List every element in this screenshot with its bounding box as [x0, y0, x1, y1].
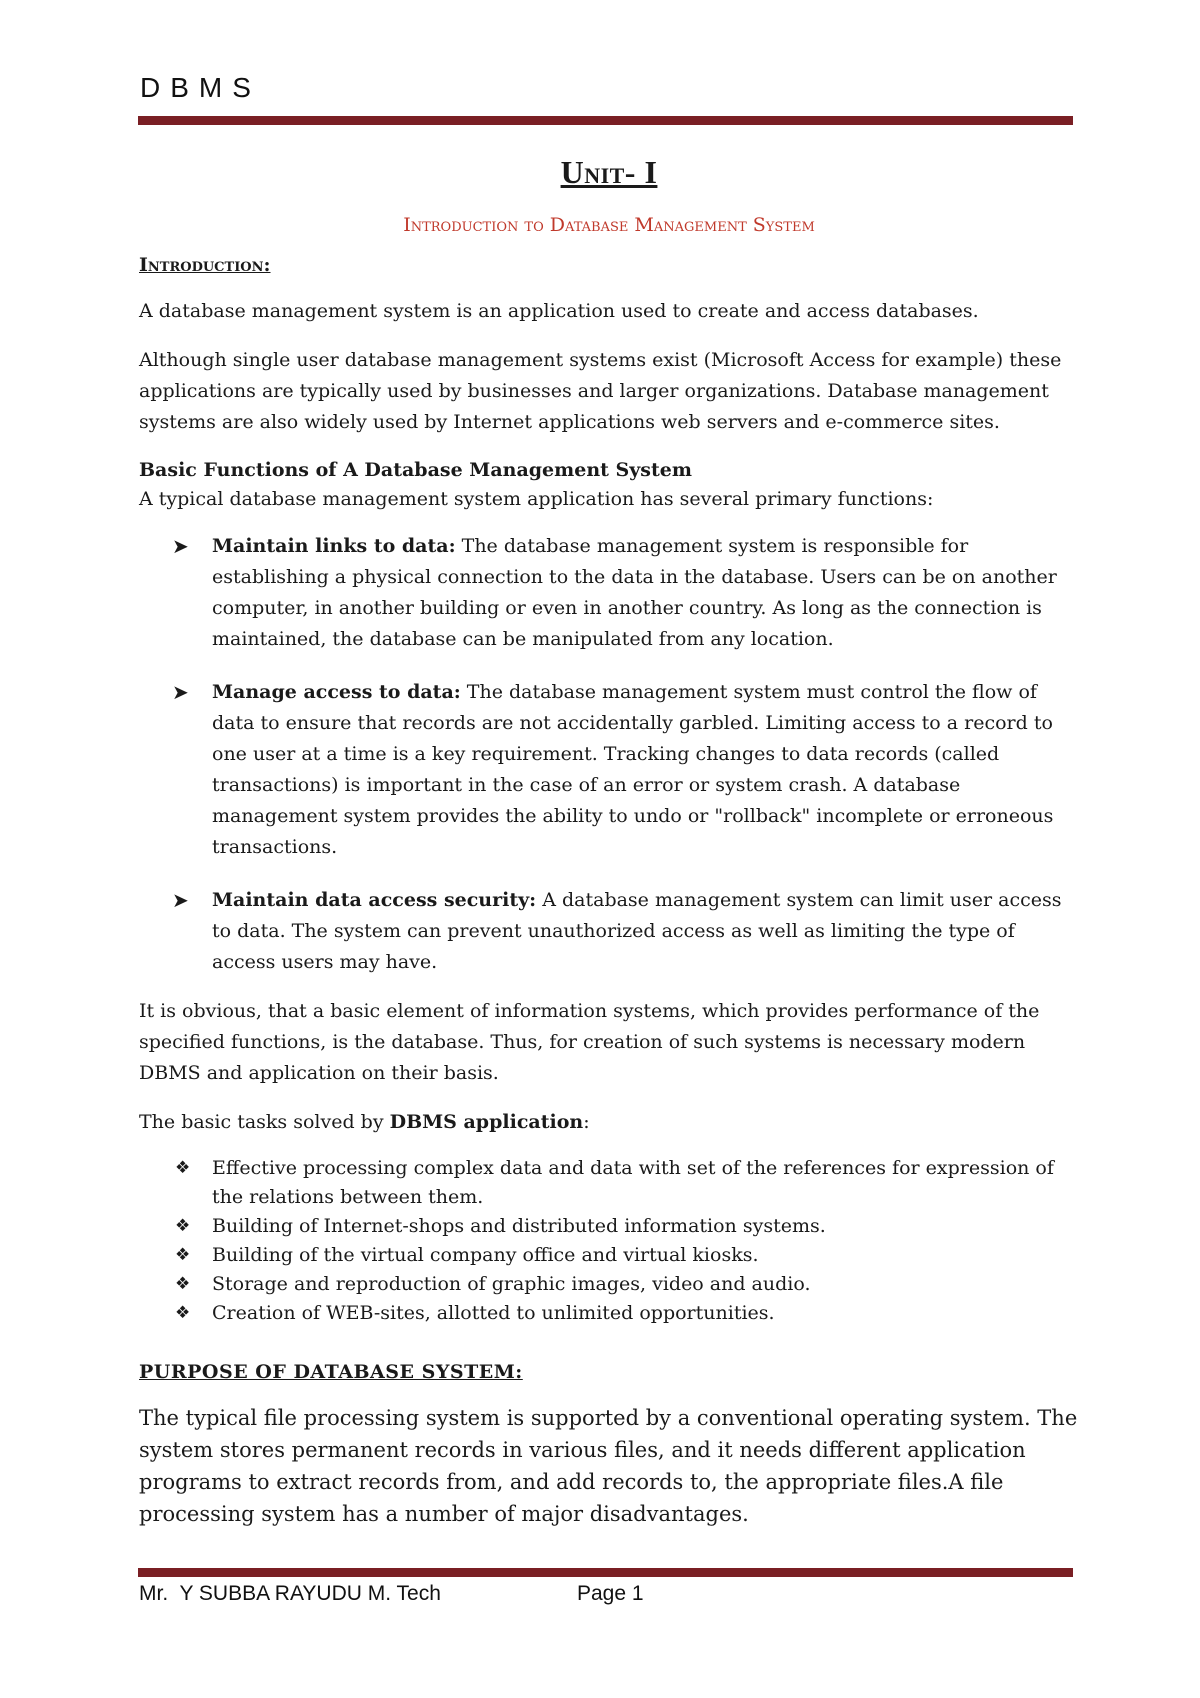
tasks-lead — [139, 1107, 1079, 1138]
list-item — [139, 1241, 1079, 1270]
item-text: Building of the virtual company office and virtual kiosks. — [212, 1244, 759, 1266]
page-number: Page 1 — [577, 1582, 644, 1605]
functions-list — [139, 531, 1079, 978]
item-text: The database management system must control the flow of data to ensure that records are not accidentally garbled. Limiting access to a record to one user at a time is a key requirement. Tracking changes to data records (called transactions) is important in the case of an error or system crash. A database management system provides the ability to undo or "rollback" incomplete or erroneous transactions. — [212, 681, 1054, 858]
list-item — [139, 885, 1079, 978]
item-text: A database management system can limit user access to data. The system can prevent unauthorized access as well as limiting the type of access users may have. — [212, 889, 1062, 973]
intro-heading: Introduction: — [139, 254, 271, 276]
list-item — [139, 1299, 1079, 1328]
arrow-bullet-icon: ➤ — [172, 888, 189, 912]
intro-paragraph-1: A database management system is an application used to create and access databases. — [139, 300, 979, 322]
tasks-lead-suffix: : — [583, 1111, 590, 1133]
item-text: Storage and reproduction of graphic images, video and audio. — [212, 1273, 811, 1295]
item-text: Creation of WEB-sites, allotted to unlimited opportunities. — [212, 1302, 775, 1324]
diamond-bullet-icon: ❖ — [175, 1303, 191, 1323]
item-title: Manage access to data: — [212, 681, 461, 703]
diamond-bullet-icon: ❖ — [175, 1158, 191, 1178]
diamond-bullet-icon: ❖ — [175, 1216, 191, 1236]
unit-title: Unit- I — [560, 154, 658, 190]
diamond-bullet-icon: ❖ — [175, 1245, 191, 1265]
functions-lead: A typical database management system application has several primary functions: — [139, 488, 934, 510]
list-item — [139, 1212, 1079, 1241]
list-item — [139, 1270, 1079, 1299]
item-text: Effective processing complex data and data with set of the references for expression of the relations between them. — [212, 1157, 1054, 1208]
tasks-lead-prefix: The basic tasks solved by — [139, 1111, 390, 1133]
list-item — [139, 677, 1079, 863]
list-item — [139, 1154, 1079, 1212]
header-rule — [138, 116, 1073, 125]
header-title: DBMS — [140, 72, 261, 103]
obvious-paragraph: It is obvious, that a basic element of information systems, which provides performance of the specified functions, is the database. Thus, for creation of such systems is necessary modern DBMS and application on their basis. — [139, 1000, 1040, 1084]
item-title: Maintain data access security: — [212, 889, 537, 911]
arrow-bullet-icon: ➤ — [172, 680, 189, 704]
document-body — [139, 150, 1079, 1530]
footer-author: Mr. Y SUBBA RAYUDU M. Tech — [139, 1582, 441, 1605]
item-text: The database management system is responsible for establishing a physical connection to the data in the database. Users can be on another computer, in another building or even in another country. As long as the connection is maintained, the database can be manipulated from any location. — [212, 535, 1057, 650]
purpose-paragraph: The typical file processing system is supported by a conventional operating system. The system stores permanent records in various files, and it needs different application programs to extract records from, and add records to, the appropriate files.A file processing system has a number of major disadvantages. — [139, 1406, 1078, 1526]
functions-heading: Basic Functions of A Database Management System — [139, 459, 692, 481]
intro-paragraph-2: Although single user database management systems exist (Microsoft Access for example) these applications are typically used by businesses and larger organizations. Database management systems are also widely used by Internet applications web servers and e-commerce sites. — [139, 349, 1062, 433]
tasks-lead-bold: DBMS application — [389, 1111, 584, 1133]
item-title: Maintain links to data: — [212, 535, 456, 557]
list-item — [139, 531, 1079, 655]
tasks-list — [139, 1154, 1079, 1328]
item-text: Building of Internet-shops and distributed information systems. — [212, 1215, 826, 1237]
purpose-heading: PURPOSE OF DATABASE SYSTEM: — [139, 1361, 523, 1383]
chapter-subtitle: Introduction to Database Management System — [403, 214, 815, 236]
footer-rule — [138, 1568, 1073, 1577]
diamond-bullet-icon: ❖ — [175, 1274, 191, 1294]
arrow-bullet-icon: ➤ — [172, 534, 189, 558]
